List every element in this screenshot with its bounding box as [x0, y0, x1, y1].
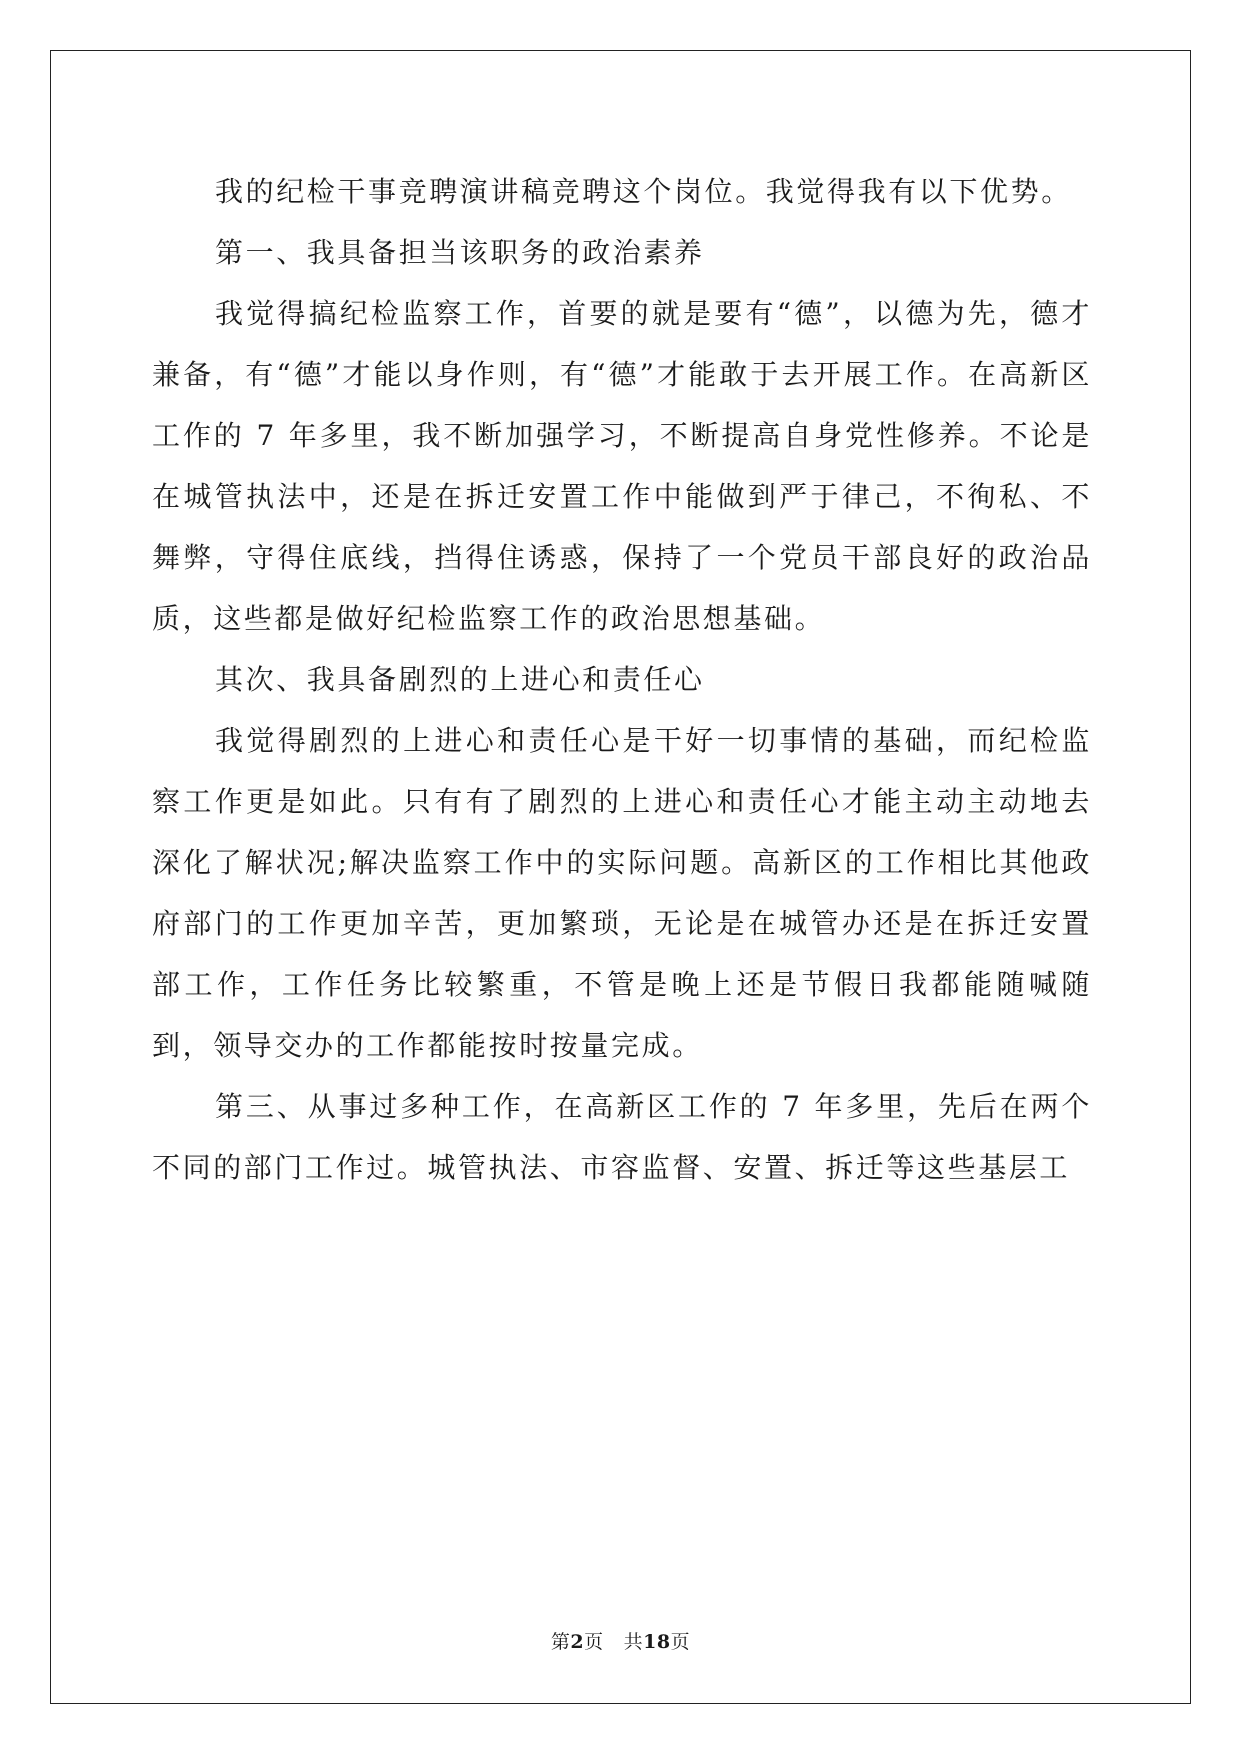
section-heading-second: 其次、我具备剧烈的上进心和责任心 [215, 663, 705, 696]
paragraph-responsibility: 我觉得剧烈的上进心和责任心是干好一切事情的基础，而纪检监察工作更是如此。只有有了剧烈的上进心和责任心才能主动主动地去深化了解状况;解决监察工作中的实际问题。高新区的工作相比其他政府部门的工作更加辛苦，更加繁琐，无论是在城管办还是在拆迁安置部工作，工作任务比较繁重，不管是晚上还是节假日我都能随喊随到，领导交办的工作都能按时按量完成。 [152, 724, 1092, 1062]
page-number: 2 [570, 1631, 585, 1653]
paragraph-experience: 第三、从事过多种工作，在高新区工作的 7 年多里，先后在两个不同的部门工作过。城管执法、市容监督、安置、拆迁等这些基层工 [152, 1090, 1092, 1184]
total-prefix: 共 [623, 1631, 644, 1653]
document-body [152, 161, 1092, 1198]
page-suffix: 页 [584, 1631, 604, 1653]
total-suffix: 页 [670, 1631, 691, 1653]
total-pages: 18 [643, 1631, 671, 1653]
paragraph-political-quality: 我觉得搞纪检监察工作，首要的就是要有“德”，以德为先，德才兼备，有“德”才能以身作则，有“德”才能敢于去开展工作。在高新区工作的 7 年多里，我不断加强学习，不断提高自身党性修养。不论是在城管执法中，还是在拆迁安置工作中能做到严于律己，不徇私、不舞弊，守得住底线，挡得住诱惑，保持了一个党员干部良好的政治品质，这些都是做好纪检监察工作的政治思想基础。 [152, 297, 1092, 635]
page-footer [0, 1627, 1241, 1654]
paragraph-intro: 我的纪检干事竞聘演讲稿竞聘这个岗位。我觉得我有以下优势。 [215, 175, 1072, 208]
page-prefix: 第 [550, 1631, 571, 1653]
section-heading-first: 第一、我具备担当该职务的政治素养 [215, 236, 705, 269]
